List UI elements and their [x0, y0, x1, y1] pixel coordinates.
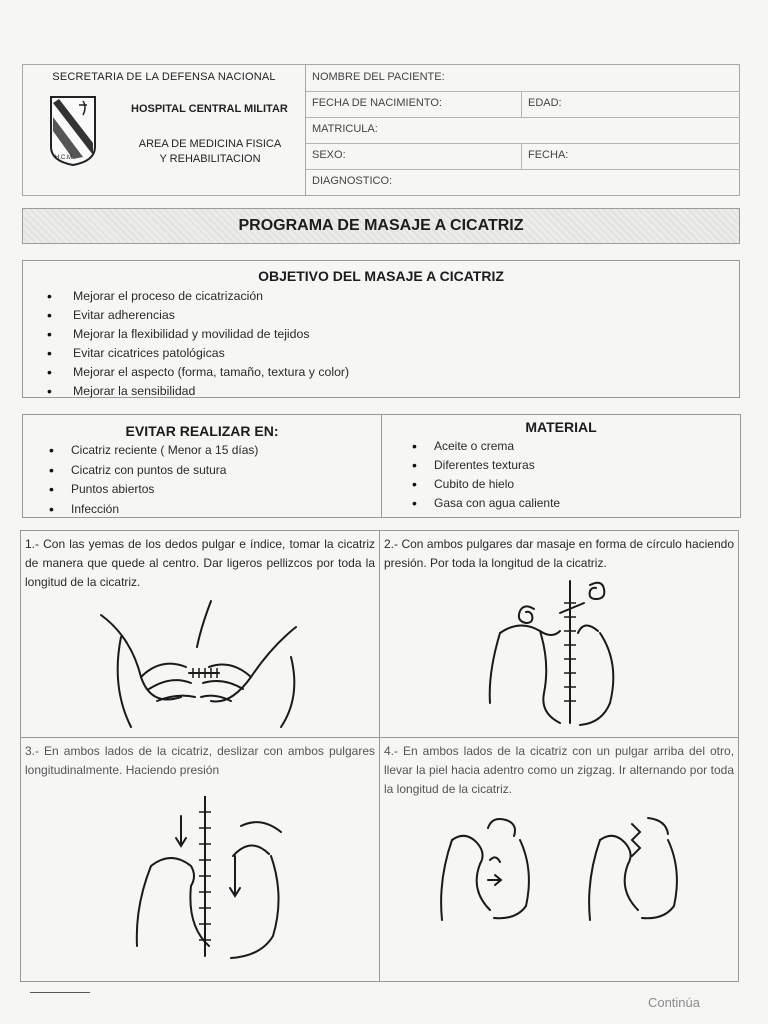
list-item: • Evitar cicatrices patológicas: [23, 344, 739, 363]
step-2-text: 2.- Con ambos pulgares dar masaje en forma de círculo haciendo presión. Por toda la longitud de la cicatriz.: [384, 537, 734, 570]
objective-list: [23, 287, 739, 401]
step-4-zigzag-illustration-b: [578, 810, 688, 930]
step-3-cell: [20, 737, 380, 982]
age-field[interactable]: [521, 91, 741, 117]
step-2-cell: [379, 530, 739, 738]
list-item: • Diferentes texturas: [382, 456, 740, 475]
registration-field[interactable]: [306, 117, 740, 144]
list-item: • Cicatriz con puntos de sutura: [23, 461, 381, 481]
material-title: MATERIAL: [525, 419, 597, 435]
registration-label: MATRICULA:: [312, 123, 378, 135]
step-3-text: 3.- En ambos lados de la cicatriz, deslizar con ambos pulgares longitudinalmente. Haciendo presión: [25, 744, 375, 777]
date-label: FECHA:: [528, 149, 569, 161]
step-2-circular-massage-illustration: [480, 573, 630, 733]
sex-row: [306, 143, 740, 170]
birth-date-row: [306, 91, 740, 118]
step-1-pinch-illustration: [91, 597, 311, 737]
footer-rule: [30, 992, 90, 993]
list-item: • Cicatriz reciente ( Menor a 15 días): [23, 441, 381, 461]
step-3-longitudinal-glide-illustration: [121, 796, 291, 976]
step-1-cell: [20, 530, 380, 738]
diagnosis-field[interactable]: [306, 169, 740, 195]
material-list: [382, 437, 740, 513]
list-item: • Gasa con agua caliente: [382, 494, 740, 513]
organization-name: SECRETARIA DE LA DEFENSA NACIONAL: [52, 71, 276, 83]
patient-name-label: NOMBRE DEL PACIENTE:: [312, 71, 445, 83]
hospital-crest-logo: [49, 95, 97, 167]
birth-date-label[interactable]: FECHA DE NACIMIENTO:: [312, 97, 442, 109]
objective-section: [22, 260, 740, 398]
step-4-cell: [379, 737, 739, 982]
material-section: [381, 414, 741, 518]
list-item: • Cubito de hielo: [382, 475, 740, 494]
list-item: • Aceite o crema: [382, 437, 740, 456]
list-item: • Mejorar el aspecto (forma, tamaño, textura y color): [23, 363, 739, 382]
avoid-list: [23, 441, 381, 519]
avoid-title: EVITAR REALIZAR EN:: [125, 423, 279, 439]
department-line-1: AREA DE MEDICINA FISICA: [138, 138, 282, 150]
objective-title: OBJETIVO DEL MASAJE A CICATRIZ: [258, 268, 504, 284]
list-item: • Infección: [23, 500, 381, 520]
program-title: PROGRAMA DE MASAJE A CICATRIZ: [22, 208, 740, 244]
patient-name-field[interactable]: [306, 65, 740, 92]
institution-block: [23, 65, 306, 195]
header-table: [22, 64, 740, 196]
list-item: • Mejorar la flexibilidad y movilidad de tejidos: [23, 325, 739, 344]
step-4-text: 4.- En ambos lados de la cicatriz con un pulgar arriba del otro, llevar la piel hacia adentro como un zigzag. Ir alternando por toda la longitud de la cicatriz.: [384, 744, 734, 796]
date-field[interactable]: [521, 143, 741, 169]
continue-label: Continúa: [647, 995, 700, 1010]
avoid-section: [22, 414, 382, 518]
list-item: • Mejorar el proceso de cicatrización: [23, 287, 739, 306]
step-1-text: 1.- Con las yemas de los dedos pulgar e índice, tomar la cicatriz de manera que quede al centro. Dar ligeros pellizcos por toda la longitud de la cicatriz.: [25, 537, 375, 589]
hospital-name: HOSPITAL CENTRAL MILITAR: [131, 103, 288, 115]
list-item: • Evitar adherencias: [23, 306, 739, 325]
list-item: • Mejorar la sensibilidad: [23, 382, 739, 401]
sex-label[interactable]: SEXO:: [312, 149, 346, 161]
department-line-2: Y REHABILITACION: [159, 153, 261, 165]
department-name: [131, 137, 289, 167]
crest-text: H.C.M.: [55, 155, 74, 161]
age-label: EDAD:: [528, 97, 562, 109]
diagnosis-label: DIAGNOSTICO:: [312, 175, 393, 187]
list-item: • Puntos abiertos: [23, 480, 381, 500]
step-4-zigzag-illustration-a: [430, 810, 540, 930]
